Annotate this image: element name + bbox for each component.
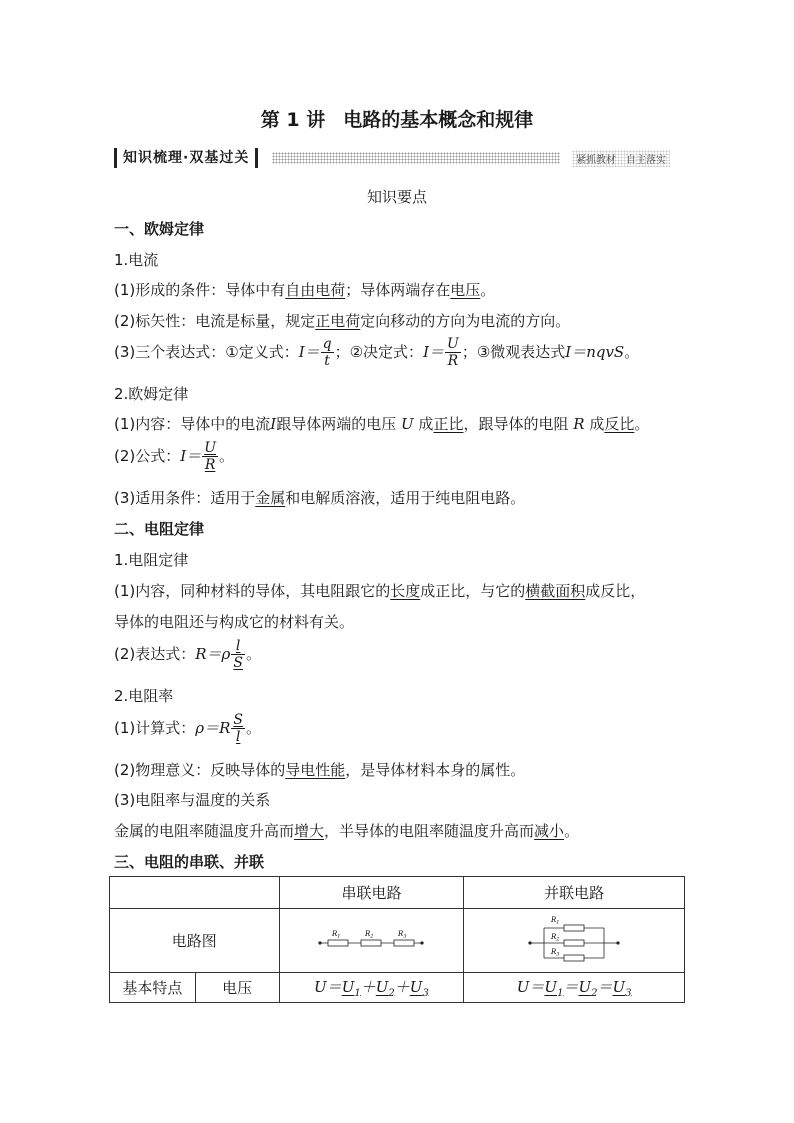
section-2-title: 二、电阻定律 <box>114 520 205 538</box>
subsection-resistance-law: 1.电阻定律 <box>114 551 189 569</box>
fraction-u-r: $\frac{U}{R}$ <box>447 336 459 369</box>
lecture-title: 电路的基本概念和规律 <box>343 109 534 131</box>
label-r1: $R_1$ <box>551 915 560 925</box>
fraction-s-l: $\frac{S}{l}$ <box>233 712 243 745</box>
ohm-law-scope: (3)适用条件：适用于金属和电解质溶液，适用于纯电阻电路。 <box>114 489 526 507</box>
current-scalar: (2)标矢性：电流是标量，规定正电荷定向移动的方向为电流的方向。 <box>114 312 571 330</box>
series-diagram-cell <box>279 909 464 973</box>
row-label-basic: 基本特点 <box>110 973 196 1003</box>
label-r3: $R_3$ <box>551 947 560 957</box>
row-label-voltage: 电压 <box>195 973 279 1003</box>
label-r2: $R_2$ <box>551 932 560 942</box>
section-1-title: 一、欧姆定律 <box>114 220 205 238</box>
series-voltage-eq: $U=U_1+U_2+U_3$ <box>279 973 464 1003</box>
resistivity-meaning: (2)物理意义：反映导体的导电性能，是导体材料本身的属性。 <box>114 761 526 779</box>
parallel-diagram-cell <box>464 909 685 973</box>
subsection-current: 1.电流 <box>114 251 159 269</box>
series-circuit-diagram <box>316 925 426 953</box>
resistance-law-content: (1)内容，同种材料的导体，其电阻跟它的长度成正比，与它的横截面积成反比， <box>114 582 646 600</box>
fraction-l-s: $\frac{l}{S}$ <box>233 638 243 671</box>
table-row-diagram <box>110 909 685 973</box>
current-condition: (1)形成的条件：导体中有自由电荷；导体两端存在电压。 <box>114 281 496 299</box>
section-banner <box>114 148 670 168</box>
banner-dot-pattern <box>272 152 560 164</box>
table-corner-cell <box>110 877 280 909</box>
fraction-q-t: $\frac{q}{t}$ <box>322 336 332 369</box>
subsection-ohm-law: 2.欧姆定律 <box>114 385 189 403</box>
header-parallel: 并联电路 <box>464 877 685 909</box>
section-3-title: 三、电阻的串联、并联 <box>114 853 265 871</box>
label-r1: $R_1$ <box>332 929 341 939</box>
resistivity-temperature: (3)电阻率与温度的关系 <box>114 791 271 809</box>
label-r3: $R_3$ <box>398 929 407 939</box>
row-label-diagram: 电路图 <box>110 909 280 973</box>
label-r2: $R_2$ <box>365 929 374 939</box>
banner-slogan: 紧抓教材 自主落实 <box>572 150 670 167</box>
ohm-law-formula: (2)公式：I＝ $\frac{U}{R}$ 。 <box>114 440 235 473</box>
subsection-resistivity: 2.电阻率 <box>114 687 174 705</box>
parallel-circuit-diagram <box>524 913 624 965</box>
resistivity-temperature-detail: 金属的电阻率随温度升高而增大，半导体的电阻率随温度升高而减小。 <box>114 822 580 840</box>
resistance-law-content-2: 导体的电阻还与构成它的材料有关。 <box>114 613 355 631</box>
table-row-voltage <box>110 973 685 1003</box>
current-expressions: (3)三个表达式：①定义式：I＝ $\frac{q}{t}$ ；②决定式：I＝ $\frac{U}{R}$ ；③微观表达式I＝nqvS。 <box>114 336 640 369</box>
fraction-u-r-underlined: $\frac{U}{R}$ <box>204 440 216 473</box>
header-series: 串联电路 <box>279 877 464 909</box>
knowledge-heading: 知识要点 <box>366 188 427 206</box>
parallel-voltage-eq: $U=U_1=U_2=U_3$ <box>464 973 685 1003</box>
resistivity-formula: (1)计算式：ρ＝R $\frac{S}{l}$ 。 <box>114 712 261 745</box>
resistance-formula: (2)表达式：R＝ρ $\frac{l}{S}$ 。 <box>114 638 261 671</box>
lecture-number: 第 1 讲 <box>260 109 326 131</box>
page-title <box>0 105 794 132</box>
table-header-row <box>110 877 685 909</box>
ohm-law-content: (1)内容：导体中的电流I跟导体两端的电压 U 成正比，跟导体的电阻 R 成反比。 <box>114 415 650 433</box>
series-parallel-table <box>109 876 685 1003</box>
banner-label: 知识梳理·双基过关 <box>114 148 258 168</box>
